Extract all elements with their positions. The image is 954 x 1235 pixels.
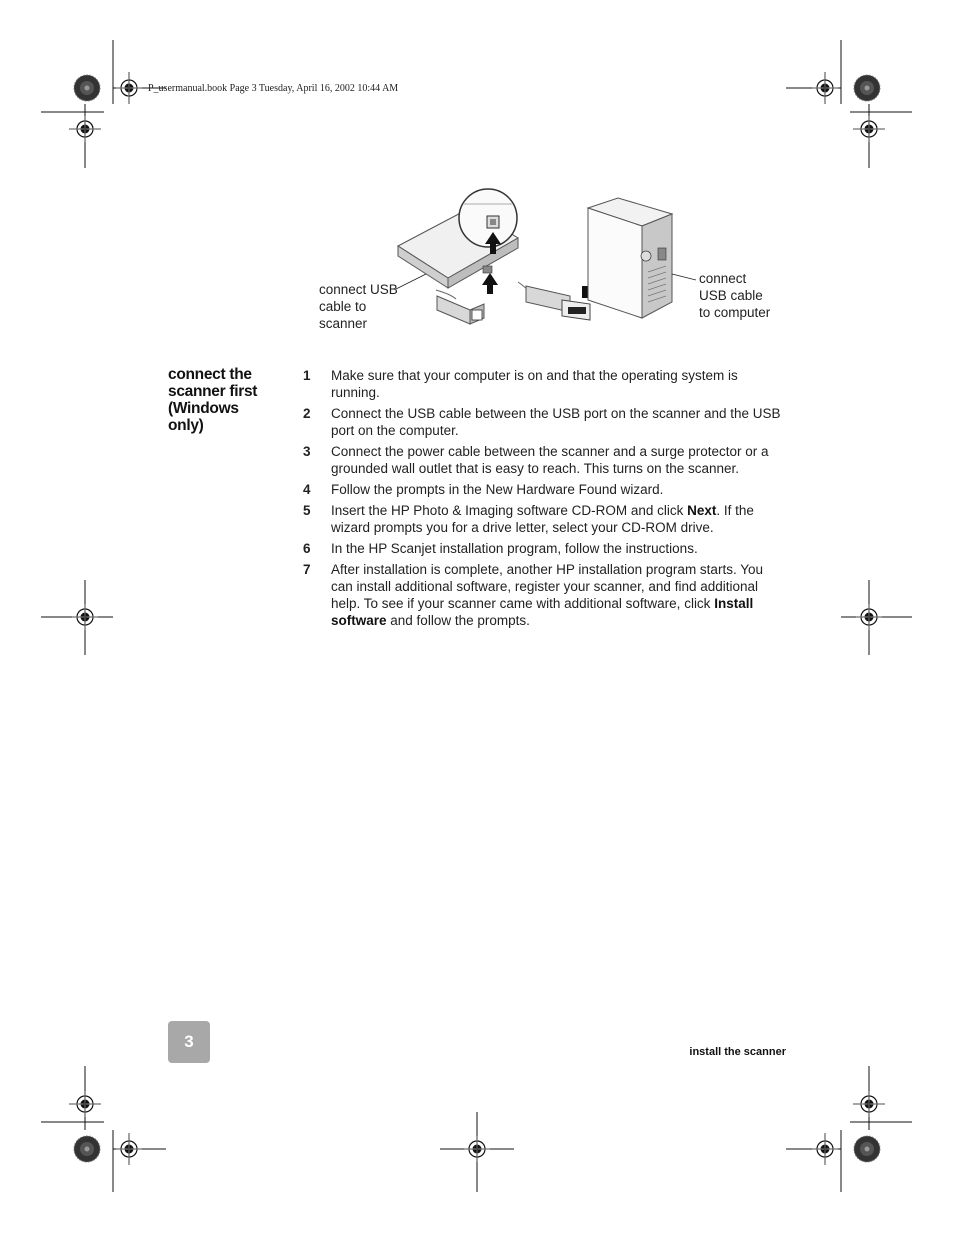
print-header: P_usermanual.book Page 3 Tuesday, April 16, 2002 10:44 AM	[148, 83, 399, 94]
list-item	[303, 561, 783, 629]
callout-connect-to-scanner: connect USB cable to scanner	[319, 282, 398, 331]
page-number-badge: 3	[168, 1021, 210, 1063]
step-text: Insert the HP Photo & Imaging software CD-ROM and click Next. If the wizard prompts you for a drive letter, select your CD-ROM drive.	[331, 503, 754, 535]
footer-section-label: install the scanner	[689, 1046, 786, 1058]
install-steps-list	[303, 367, 783, 633]
list-item	[303, 443, 783, 477]
list-item	[303, 540, 783, 557]
step-number: 6	[303, 541, 311, 556]
list-item	[303, 367, 783, 401]
step-text: Connect the USB cable between the USB port on the scanner and the USB port on the computer.	[331, 406, 781, 438]
step-number: 5	[303, 503, 311, 518]
usb-a-plug-drawing	[518, 282, 590, 320]
list-item	[303, 502, 783, 536]
list-item	[303, 405, 783, 439]
step-number: 3	[303, 444, 311, 459]
usb-b-plug-drawing	[436, 290, 484, 324]
step-text: Make sure that your computer is on and that the operating system is running.	[331, 368, 738, 400]
list-item	[303, 481, 783, 498]
step-text: In the HP Scanjet installation program, follow the instructions.	[331, 541, 698, 556]
step-number: 4	[303, 482, 311, 497]
step-number: 2	[303, 406, 311, 421]
step-number: 1	[303, 368, 311, 383]
section-heading: connect the scanner first (Windows only)	[168, 366, 258, 434]
step-text: Connect the power cable between the scanner and a surge protector or a grounded wall outlet that is easy to reach. This turns on the scanner.	[331, 444, 769, 476]
step-text: After installation is complete, another HP installation program starts. You can install additional software, register your scanner, and find additional help. To see if your scanner came with additional software, click Install software and follow the prompts.	[331, 562, 763, 628]
step-text: Follow the prompts in the New Hardware Found wizard.	[331, 482, 664, 497]
callout-connect-to-computer: connect USB cable to computer	[699, 271, 771, 320]
computer-tower-drawing	[588, 198, 672, 318]
step-number: 7	[303, 562, 311, 577]
